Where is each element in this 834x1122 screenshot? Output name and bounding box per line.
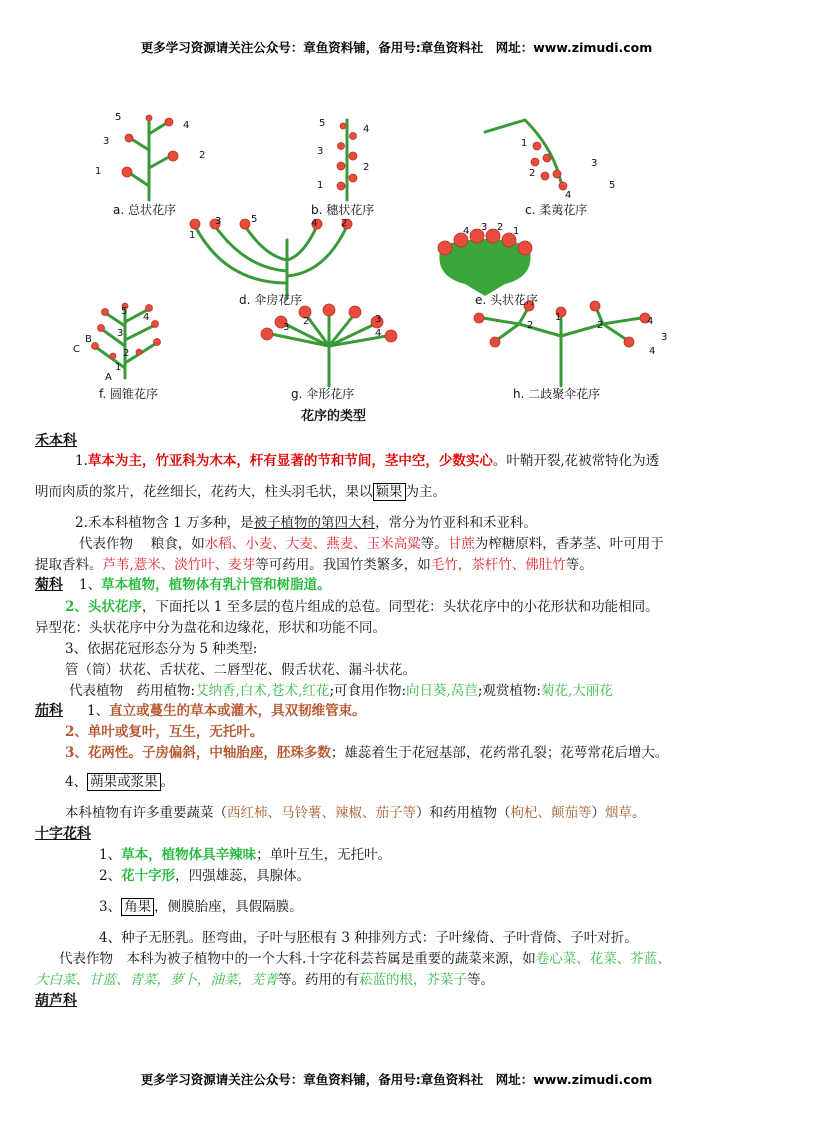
brassicaceae-l6: 大白菜、甘蓝、青菜，萝卜，油菜，芜菁等。药用的有菘蓝的根，芥菜子等。 [35, 972, 494, 988]
brassicaceae-heading: 十字花科 [35, 826, 91, 842]
svg-text:5: 5 [319, 118, 326, 129]
inflorescence-figure [73, 108, 705, 430]
svg-text:4: 4 [565, 190, 572, 201]
svg-text:2: 2 [529, 168, 536, 179]
solanaceae-l3: 3、花两性。子房偏斜，中轴胎座，胚珠多数；雄蕊着生于花冠基部，花药常孔裂；花萼常花后增大。 [65, 745, 669, 761]
svg-text:3: 3 [591, 158, 598, 169]
svg-text:1: 1 [555, 312, 562, 323]
poaceae-p3: 代表作物 粮食，如水稻、小麦、大麦、燕麦、玉米高粱等。甘蔗为榨糖原料，香茅茎、叶可用于 [79, 536, 664, 552]
svg-text:2: 2 [363, 162, 370, 173]
svg-text:B: B [85, 334, 92, 345]
svg-text:A: A [105, 372, 112, 383]
brassicaceae-l2: 2、花十字形，四强雄蕊，具腺体。 [99, 868, 311, 884]
svg-text:3: 3 [317, 146, 324, 157]
svg-text:5: 5 [251, 214, 258, 225]
asteraceae-heading: 菊科 [35, 577, 63, 593]
svg-text:5: 5 [609, 180, 616, 191]
asteraceae-l5: 管（筒）状花、舌状花、二唇型花、假舌状花、漏斗状花。 [65, 662, 416, 678]
solanaceae-l2: 2、单叶或复叶，互生，无托叶。 [65, 724, 264, 740]
svg-text:4: 4 [183, 120, 190, 131]
capitulum-receptacle [439, 239, 530, 296]
svg-text:5: 5 [115, 112, 122, 123]
svg-text:1: 1 [115, 362, 122, 373]
svg-text:4: 4 [143, 312, 150, 323]
page-header: 更多学习资源请关注公众号：章鱼资料铺，备用号:章鱼资料社 网址：www.zimudi.com [140, 40, 653, 55]
svg-text:2: 2 [123, 348, 130, 359]
poaceae-heading: 禾本科 [35, 433, 77, 449]
poaceae-p4: 提取香料。芦苇,薏米、淡竹叶、麦芽等可药用。我国竹类繁多，如毛竹，茶杆竹、佛肚竹等。 [35, 557, 593, 573]
asteraceae-l1: 菊科 1、草本植物，植物体有乳汁管和树脂道。 [35, 577, 331, 593]
svg-text:2: 2 [527, 320, 534, 331]
svg-text:2: 2 [199, 150, 206, 161]
brassicaceae-l4: 4、种子无胚乳。胚弯曲，子叶与胚根有 3 种排列方式：子叶缘倚、子叶背倚、子叶对折。 [99, 930, 638, 946]
asteraceae-l4: 3、依据花冠形态分为 5 种类型: [65, 641, 258, 657]
svg-text:d. 伞房花序: d. 伞房花序 [239, 293, 303, 307]
solanaceae-l4: 4、 蒴果或浆果 。 [65, 774, 175, 790]
svg-text:4: 4 [647, 316, 654, 327]
svg-text:3: 3 [283, 322, 290, 333]
brassicaceae-l1: 1、草本，植物体具辛辣味；单叶互生，无托叶。 [99, 847, 392, 863]
number-labels [73, 112, 667, 383]
svg-text:1: 1 [95, 166, 102, 177]
svg-text:g. 伞形花序: g. 伞形花序 [291, 387, 355, 401]
poaceae-p1: 1.草本为主，竹亚科为木本，杆有显著的节和节间，茎中空，少数实心。叶鞘开裂,花被常特化为透 [75, 453, 660, 469]
svg-text:1: 1 [521, 138, 528, 149]
asteraceae-l2: 2、头状花序，下面托以 1 至多层的苞片组成的总苞。同型花：头状花序中的小花形状和功能相同。 [65, 599, 659, 615]
svg-text:3: 3 [103, 136, 110, 147]
svg-text:3: 3 [117, 328, 124, 339]
svg-text:3: 3 [661, 332, 668, 343]
poaceae-p1-line2: 明而肉质的浆片，花丝细长，花药大，柱头羽毛状，果以 颖果 为主。 [35, 484, 446, 500]
poaceae-p2: 2.禾本科植物含 1 万多种，是被子植物的第四大科，常分为竹亚科和禾亚科。 [75, 515, 538, 531]
svg-text:1: 1 [189, 230, 196, 241]
svg-text:2: 2 [597, 320, 604, 331]
cucurbitaceae-heading: 葫芦科 [35, 993, 77, 1009]
svg-text:1: 1 [317, 180, 324, 191]
solanaceae-heading: 茄科 [35, 703, 63, 719]
svg-text:3: 3 [215, 216, 222, 227]
svg-text:4: 4 [363, 124, 370, 135]
svg-text:a. 总状花序: a. 总状花序 [113, 203, 176, 217]
svg-text:4: 4 [463, 226, 470, 237]
svg-text:2: 2 [341, 218, 348, 229]
stems [97, 120, 641, 386]
svg-text:1: 1 [513, 226, 520, 237]
svg-text:2: 2 [303, 316, 310, 327]
brassicaceae-l3: 3、 角果 ，侧膜胎座，具假隔膜。 [99, 899, 303, 915]
svg-text:f. 圆锥花序: f. 圆锥花序 [99, 387, 158, 401]
asteraceae-l6: 代表植物 药用植物:艾纳香,白术,苍术,红花;可食用作物:向日葵,莴苣;观赏植物:菊花,大丽花 [69, 683, 613, 699]
asteraceae-l3: 异型花：头状花序中分为盘花和边缘花，形状和功能不同。 [35, 620, 386, 636]
svg-text:4: 4 [311, 218, 318, 229]
svg-text:2: 2 [497, 222, 504, 233]
svg-text:b. 穗状花序: b. 穗状花序 [311, 203, 375, 217]
svg-text:h. 二歧聚伞花序: h. 二歧聚伞花序 [513, 387, 601, 401]
solanaceae-l5: 本科植物有许多重要蔬菜（西红柿、马铃薯、辣椒、茄子等）和药用植物（枸杞、颠茄等）烟草。 [65, 805, 646, 821]
svg-text:C: C [73, 344, 80, 355]
brassicaceae-l5: 代表作物 本科为被子植物中的一个大科.十字花科芸苔属是重要的蔬菜来源，如卷心菜、花菜、芥蓝、 [59, 951, 671, 967]
svg-text:c. 柔荑花序: c. 柔荑花序 [525, 203, 588, 217]
svg-text:e. 头状花序: e. 头状花序 [475, 293, 539, 307]
svg-text:3: 3 [375, 314, 382, 325]
page-footer: 更多学习资源请关注公众号：章鱼资料铺，备用号:章鱼资料社 网址：www.zimudi.com [140, 1072, 653, 1087]
svg-text:5: 5 [121, 306, 128, 317]
svg-text:4: 4 [649, 346, 656, 357]
svg-text:花序的类型: 花序的类型 [301, 409, 367, 424]
solanaceae-l1: 茄科 1、直立或蔓生的草本或灌木，具双韧维管束。 [35, 703, 366, 719]
svg-text:4: 4 [375, 328, 382, 339]
flowers [92, 115, 654, 359]
svg-text:3: 3 [481, 222, 488, 233]
